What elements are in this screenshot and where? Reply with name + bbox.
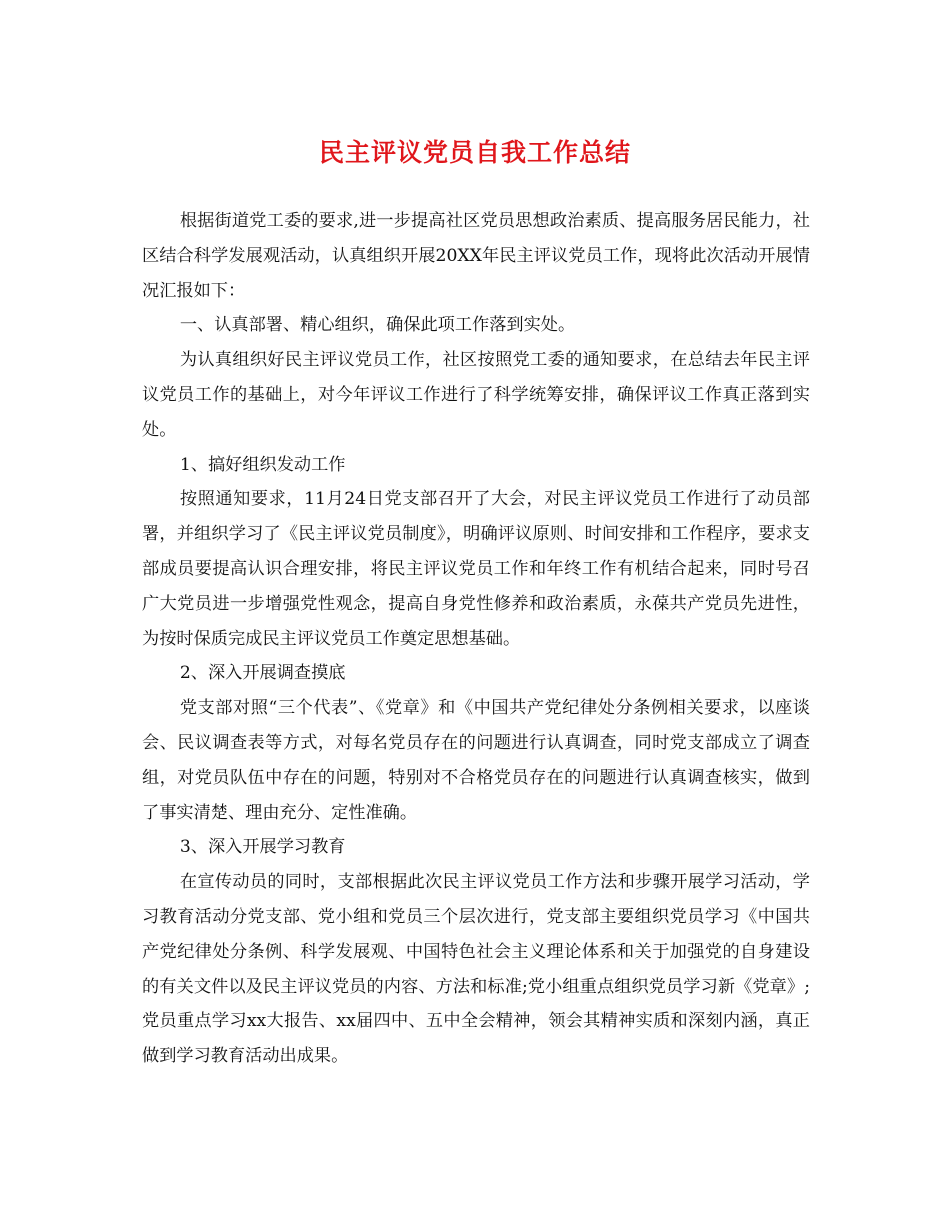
paragraph-item-3: 在宣传动员的同时，支部根据此次民主评议党员工作方法和步骤开展学习活动，学习教育活动分党支部、党小组和党员三个层次进行，党支部主要组织党员学习《中国共产党纪律处分条例、科学发展观、中国特色社会主义理论体系和关于加强党的自身建设的有关文件以及民主评议党员的内容、方法和标准;党小组重点组织党员学习新《党章》;党员重点学习xx大报告、xx届四中、五中全会精神，领会其精神实质和深刻内涵，真正做到学习教育活动出成果。 [142, 872, 810, 1067]
paragraph-item-1: 按照通知要求，11月24日党支部召开了大会，对民主评议党员工作进行了动员部署，并组织学习了《民主评议党员制度》，明确评议原则、时间安排和工作程序，要求支部成员要提高认识合理安排，将民主评议党员工作和年终工作有机结合起来，同时号召广大党员进一步增强党性观念，提高自身党性修养和政治素质，永葆共产党员先进性，为按时保质完成民主评议党员工作奠定思想基础。 [142, 489, 810, 649]
heading-item-1: 1、搞好组织发动工作 [179, 454, 346, 475]
paragraph-item-2: 党支部对照“三个代表”、《党章》和《中国共产党纪律处分条例相关要求，以座谈会、民议调查表等方式，对每名党员存在的问题进行认真调查，同时党支部成立了调查组，对党员队伍中存在的问题，特别对不合格党员存在的问题进行认真调查核实，做到了事实清楚、理由充分、定性准确。 [142, 698, 810, 823]
paragraph-intro: 根据街道党工委的要求,进一步提高社区党员思想政治素质、提高服务居民能力，社区结合科学发展观活动，认真组织开展20XX年民主评议党员工作，现将此次活动开展情况汇报如下： [142, 211, 810, 301]
heading-item-3: 3、深入开展学习教育 [179, 837, 346, 858]
document-body [142, 204, 810, 1074]
paragraph-section-1: 为认真组织好民主评议党员工作，社区按照党工委的通知要求，在总结去年民主评议党员工作的基础上，对今年评议工作进行了科学统筹安排，确保评议工作真正落到实处。 [142, 350, 810, 440]
document-title: 民主评议党员自我工作总结 [318, 138, 631, 167]
heading-item-2: 2、深入开展调查摸底 [179, 663, 346, 684]
heading-section-1: 一、认真部署、精心组织，确保此项工作落到实处。 [179, 315, 576, 336]
